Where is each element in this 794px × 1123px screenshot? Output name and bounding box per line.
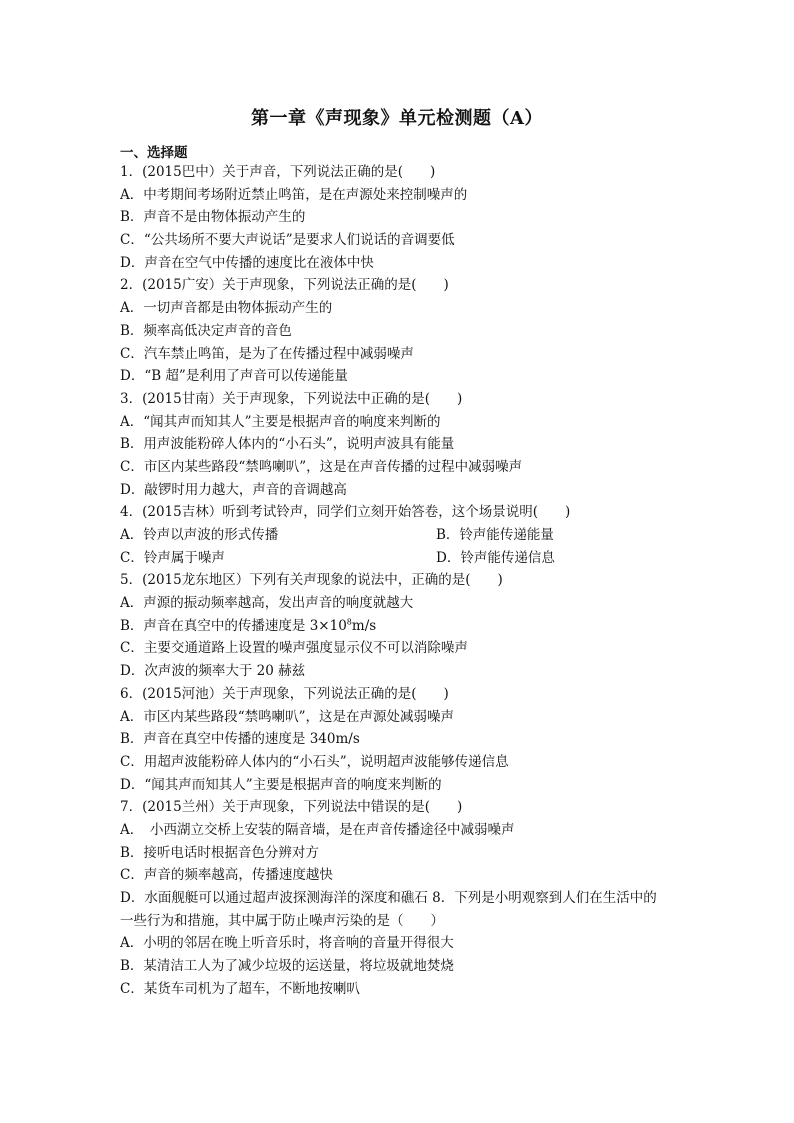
q1-option-b: B．声音不是由物体振动产生的 — [120, 209, 306, 226]
q4-option-c: C．铃声属于噪声 — [120, 549, 225, 566]
q5-option-b-exponent: 8 — [346, 617, 352, 627]
q4-row-ab — [120, 524, 680, 547]
q1-stem: 1．(2015巴中）关于声音，下列说法正确的是( ) — [120, 164, 436, 180]
q2-option-d: D．“B 超”是利用了声音可以传递能量 — [120, 368, 348, 385]
q8-option-c: C．某货车司机为了超车，不断地按喇叭 — [120, 980, 360, 997]
q4-row-cd — [120, 547, 680, 570]
q1-option-d: D．声音在空气中传播的速度比在液体中快 — [120, 254, 374, 271]
document-title: 第一章《声现象》单元检测题（A） — [251, 108, 543, 129]
q8-stem-continued: 一些行为和措施，其中属于防止噪声污染的是（ ） — [120, 912, 444, 929]
q5-option-a: A．声源的振动频率越高，发出声音的响度就越大 — [120, 595, 414, 612]
q2-option-b: B．频率高低决定声音的音色 — [120, 322, 292, 339]
q3-option-c: C．市区内某些路段“禁鸣喇叭”，这是在声音传播的过程中减弱噪声 — [120, 458, 523, 475]
q6-option-b: B．声音在真空中传播的速度是 340m/s — [120, 731, 360, 748]
q6-option-c: C．用超声波能粉碎人体内的“小石头”，说明超声波能够传递信息 — [120, 753, 509, 770]
section-heading: 一、选择题 — [120, 145, 188, 161]
q3-stem: 3．(2015甘南）关于声现象，下列说法中正确的是( ) — [120, 390, 463, 407]
q3-option-b: B．用声波能粉碎人体内的“小石头”，说明声波具有能量 — [120, 436, 455, 453]
q3-option-d: D．敲锣时用力越大，声音的音调越高 — [120, 481, 347, 498]
q7-option-d: D．水面舰艇可以通过超声波探测海洋的深度和礁石 8．下列是小明观察到人们在生活中的 — [120, 890, 657, 906]
q4-option-b: B．铃声能传递能量 — [436, 527, 554, 543]
q4-option-a: A．铃声以声波的形式传播 — [120, 527, 279, 543]
q1-option-a: A．中考期间考场附近禁止鸣笛，是在声源处来控制噪声的 — [120, 186, 468, 203]
q2-option-a: A．一切声音都是由物体振动产生的 — [120, 300, 333, 317]
q5-stem: 5．(2015龙东地区）下列有关声现象的说法中，正确的是( ) — [120, 572, 503, 589]
q5-option-b-unit: m/s — [351, 617, 377, 634]
q6-stem: 6．(2015河池）关于声现象，下列说法正确的是( ) — [120, 685, 449, 702]
q5-option-c: C．主要交通道路上设置的噪声强度显示仪不可以消除噪声 — [120, 640, 468, 657]
q5-option-b — [120, 615, 680, 638]
q5-option-b-text: B．声音在真空中的传播速度是 3×10 — [120, 617, 347, 634]
question-list — [120, 161, 680, 1000]
q2-option-c: C．汽车禁止鸣笛，是为了在传播过程中减弱噪声 — [120, 345, 414, 362]
q4-option-d: D．铃声能传递信息 — [436, 549, 555, 566]
q7-option-b: B．接听电话时根据音色分辨对方 — [120, 844, 319, 861]
q6-option-d: D．“闻其声而知其人”主要是根据声音的响度来判断的 — [120, 776, 442, 793]
q1-option-c: C．“公共场所不要大声说话”是要求人们说话的音调要低 — [120, 232, 455, 249]
q8-option-a: A．小明的邻居在晚上听音乐时，将音响的音量开得很大 — [120, 935, 454, 952]
q5-option-d: D．次声波的频率大于 20 赫兹 — [120, 663, 306, 680]
q4-stem: 4．(2015吉林）听到考试铃声，同学们立刻开始答卷，这个场景说明( ) — [120, 504, 571, 521]
q7-option-c: C．声音的频率越高，传播速度越快 — [120, 867, 333, 884]
q8-option-b: B．某清洁工人为了减少垃圾的运送量，将垃圾就地焚烧 — [120, 958, 454, 975]
q2-stem: 2．(2015广安）关于声现象，下列说法正确的是( ) — [120, 277, 449, 294]
q7-stem: 7．(2015兰州）关于声现象，下列说法中错误的是( ) — [120, 799, 463, 816]
q3-option-a: A．“闻其声而知其人”主要是根据声音的响度来判断的 — [120, 413, 441, 430]
q7-option-a: A． 小西湖立交桥上安装的隔音墙，是在声音传播途径中减弱噪声 — [120, 821, 515, 838]
q6-option-a: A．市区内某些路段“禁鸣喇叭”，这是在声源处减弱噪声 — [120, 708, 455, 725]
